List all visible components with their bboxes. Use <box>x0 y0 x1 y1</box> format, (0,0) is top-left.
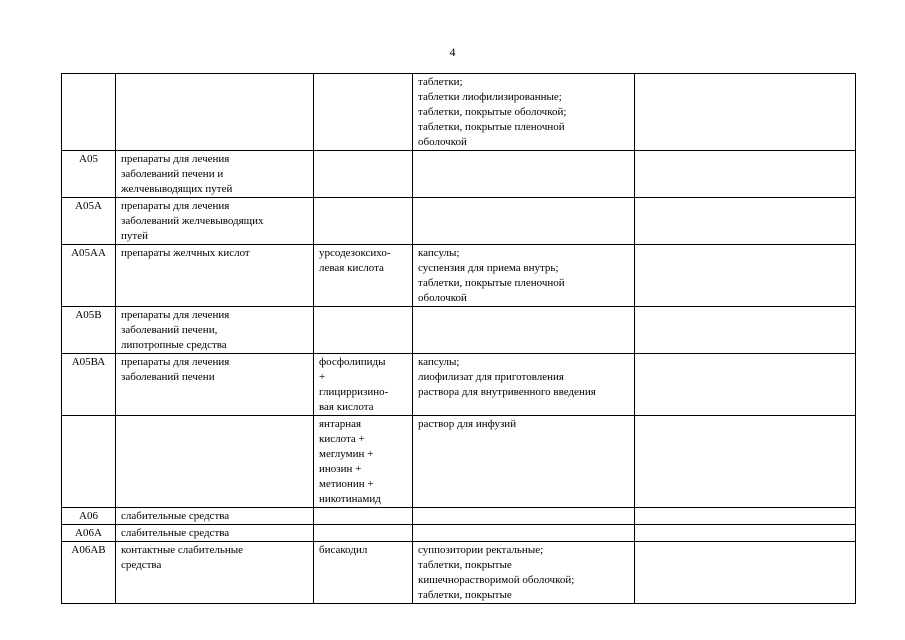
group-name-cell: препараты желчных кислот <box>116 245 314 307</box>
atc-code-cell: А05А <box>62 198 116 245</box>
dosage-forms-cell: таблетки; таблетки лиофилизированные; таблетки, покрытые оболочкой; таблетки, покрытые пленочной оболочкой <box>413 74 635 151</box>
table-row <box>62 307 856 354</box>
substance-cell: урсодезоксихо- левая кислота <box>314 245 413 307</box>
group-name-cell: слабительные средства <box>116 525 314 542</box>
substance-cell <box>314 151 413 198</box>
atc-code-cell <box>62 74 116 151</box>
table-row <box>62 354 856 416</box>
substance-cell <box>314 198 413 245</box>
group-name-cell: препараты для лечения заболеваний печени и желчевыводящих путей <box>116 151 314 198</box>
dosage-forms-cell <box>413 307 635 354</box>
dosage-forms-cell <box>413 151 635 198</box>
drug-table <box>61 73 856 604</box>
atc-code-cell: А05ВА <box>62 354 116 416</box>
substance-cell <box>314 525 413 542</box>
extra-cell <box>635 307 856 354</box>
extra-cell <box>635 354 856 416</box>
dosage-forms-cell: раствор для инфузий <box>413 416 635 508</box>
substance-cell: бисакодил <box>314 542 413 604</box>
substance-cell: янтарная кислота + меглумин + инозин + метионин + никотинамид <box>314 416 413 508</box>
substance-cell <box>314 508 413 525</box>
extra-cell <box>635 151 856 198</box>
atc-code-cell: А05 <box>62 151 116 198</box>
table-row <box>62 542 856 604</box>
dosage-forms-cell: капсулы; суспензия для приема внутрь; таблетки, покрытые пленочной оболочкой <box>413 245 635 307</box>
dosage-forms-cell: суппозитории ректальные; таблетки, покрытые кишечнорастворимой оболочкой; таблетки, покрытые <box>413 542 635 604</box>
group-name-cell: контактные слабительные средства <box>116 542 314 604</box>
table-row <box>62 151 856 198</box>
atc-code-cell: А06 <box>62 508 116 525</box>
table-row <box>62 245 856 307</box>
dosage-forms-cell <box>413 525 635 542</box>
dosage-forms-cell <box>413 508 635 525</box>
atc-code-cell: А05В <box>62 307 116 354</box>
dosage-forms-cell <box>413 198 635 245</box>
extra-cell <box>635 508 856 525</box>
table-row <box>62 416 856 508</box>
extra-cell <box>635 416 856 508</box>
extra-cell <box>635 525 856 542</box>
extra-cell <box>635 245 856 307</box>
group-name-cell: препараты для лечения заболеваний печени <box>116 354 314 416</box>
group-name-cell <box>116 74 314 151</box>
dosage-forms-cell: капсулы; лиофилизат для приготовления раствора для внутривенного введения <box>413 354 635 416</box>
substance-cell <box>314 74 413 151</box>
extra-cell <box>635 198 856 245</box>
table-row <box>62 198 856 245</box>
atc-code-cell: А06АВ <box>62 542 116 604</box>
table-row <box>62 525 856 542</box>
page-number: 4 <box>449 45 456 59</box>
table-row <box>62 74 856 151</box>
group-name-cell <box>116 416 314 508</box>
substance-cell: фосфолипиды + глицирризино- вая кислота <box>314 354 413 416</box>
group-name-cell: препараты для лечения заболеваний печени, липотропные средства <box>116 307 314 354</box>
substance-cell <box>314 307 413 354</box>
extra-cell <box>635 74 856 151</box>
atc-code-cell: А06А <box>62 525 116 542</box>
extra-cell <box>635 542 856 604</box>
group-name-cell: слабительные средства <box>116 508 314 525</box>
atc-code-cell: А05АА <box>62 245 116 307</box>
group-name-cell: препараты для лечения заболеваний желчевыводящих путей <box>116 198 314 245</box>
atc-code-cell <box>62 416 116 508</box>
table-row <box>62 508 856 525</box>
